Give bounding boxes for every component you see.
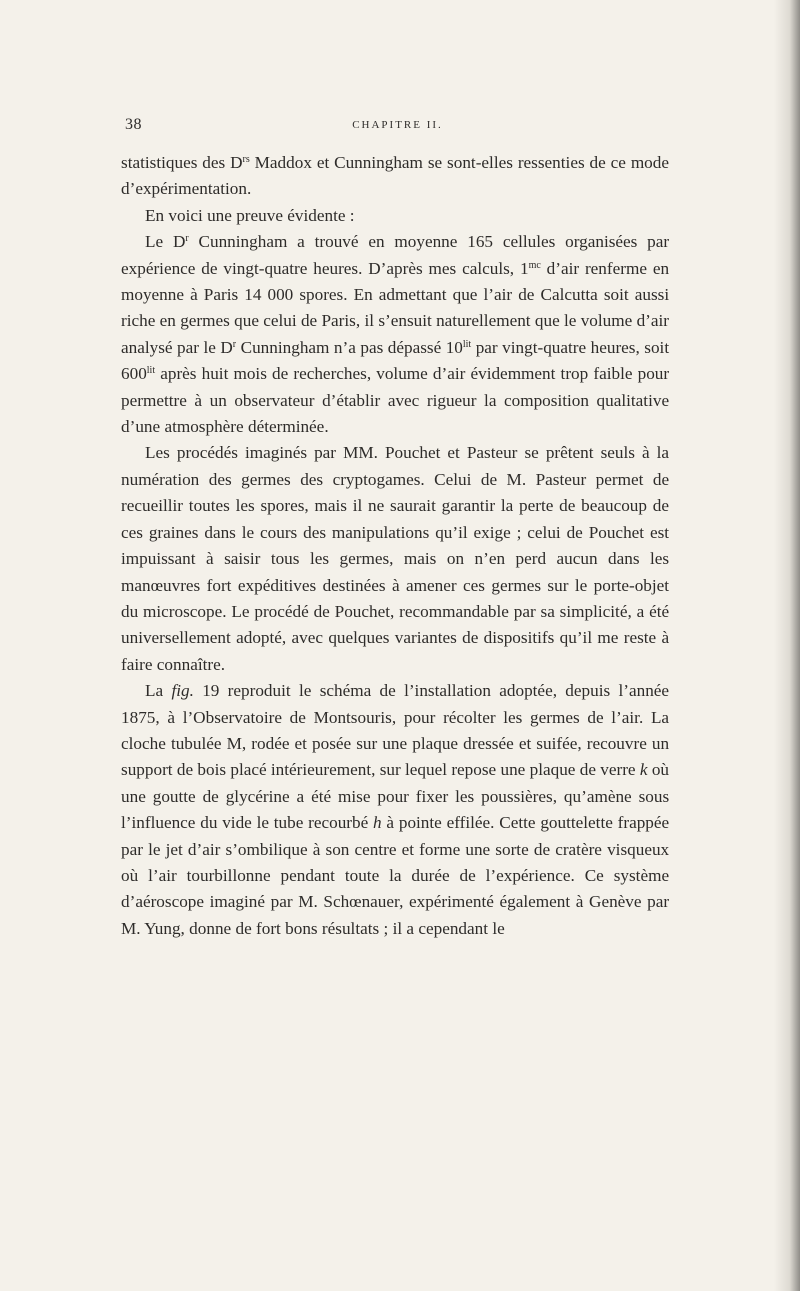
page-edge-shadow: [774, 0, 800, 1291]
page-header: [125, 116, 670, 140]
paragraph: Les procédés imaginés par MM. Pouchet et Pasteur se prêtent seuls à la numération des germes des cryptogames. Celui de M. Pasteur permet de recueillir toutes les spores, mais il ne saurait garantir la perte de beaucoup de ces graines dans le cours des manipulations qu’il exige ; celui de Pouchet est impuissant à saisir tous les germes, mais on n’en perd aucun dans les manœuvres fort expéditives destinées à amener ces germes sur le porte-objet du microscope. Le procédé de Pouchet, recommandable par sa simplicité, a été universellement adopté, avec quelques variantes de dispositifs qu’il me reste à faire connaître.: [121, 443, 670, 674]
paragraph: En voici une preuve évidente :: [145, 205, 355, 225]
running-head: CHAPITRE II.: [352, 119, 443, 131]
page-number: 38: [125, 116, 142, 133]
paragraph: La fig. 19 reproduit le schéma de l’installation adoptée, depuis l’année 1875, à l’Observatoire de Montsouris, pour récolter les germes de l’air. La cloche tubulée M, rodée et posée sur une plaque dressée et suifée, recouvre un support de bois placé intérieurement, sur lequel repose une plaque de verre k où une goutte de glycérine a été mise pour fixer les poussières, qu’amène sous l’influence du vide le tube recourbé h à pointe effilée. Cette gouttelette frappée par le jet d’air s’ombilique à son centre et forme une sorte de cratère visqueux où l’air tourbillonne pendant toute la durée de l’expérience. Ce système d’aéroscope imaginé par M. Schœnauer, expérimenté également à Genève par M. Yung, donne de fort bons résultats ; il a cependant le: [121, 681, 670, 938]
paragraph: Le $D^r$ Cunningham a trouvé en moyenne 165 cellules organisées par expérience de vingt-quatre heures. D’après mes calculs, $1^{mc}$ d’air renferme en moyenne à Paris 14 000 spores. En admettant que l’air de Calcutta soit aussi riche en germes que celui de Paris, il s’ensuit naturellement que le volume d’air analysé par le $D^r$ Cunningham n’a pas dépassé $10^{lit}$ par vingt-quatre heures, soit $600^{lit}$ après huit mois de recherches, volume d’air évidemment trop faible pour permettre à un observateur d’établir avec rigueur la composition qualitative d’une atmosphère déterminée.: [121, 232, 670, 437]
paragraph: statistiques des $D^{rs}$ Maddox et Cunningham se sont-elles ressenties de ce mode d’expérimentation.: [121, 153, 669, 199]
body-text: [121, 150, 669, 942]
